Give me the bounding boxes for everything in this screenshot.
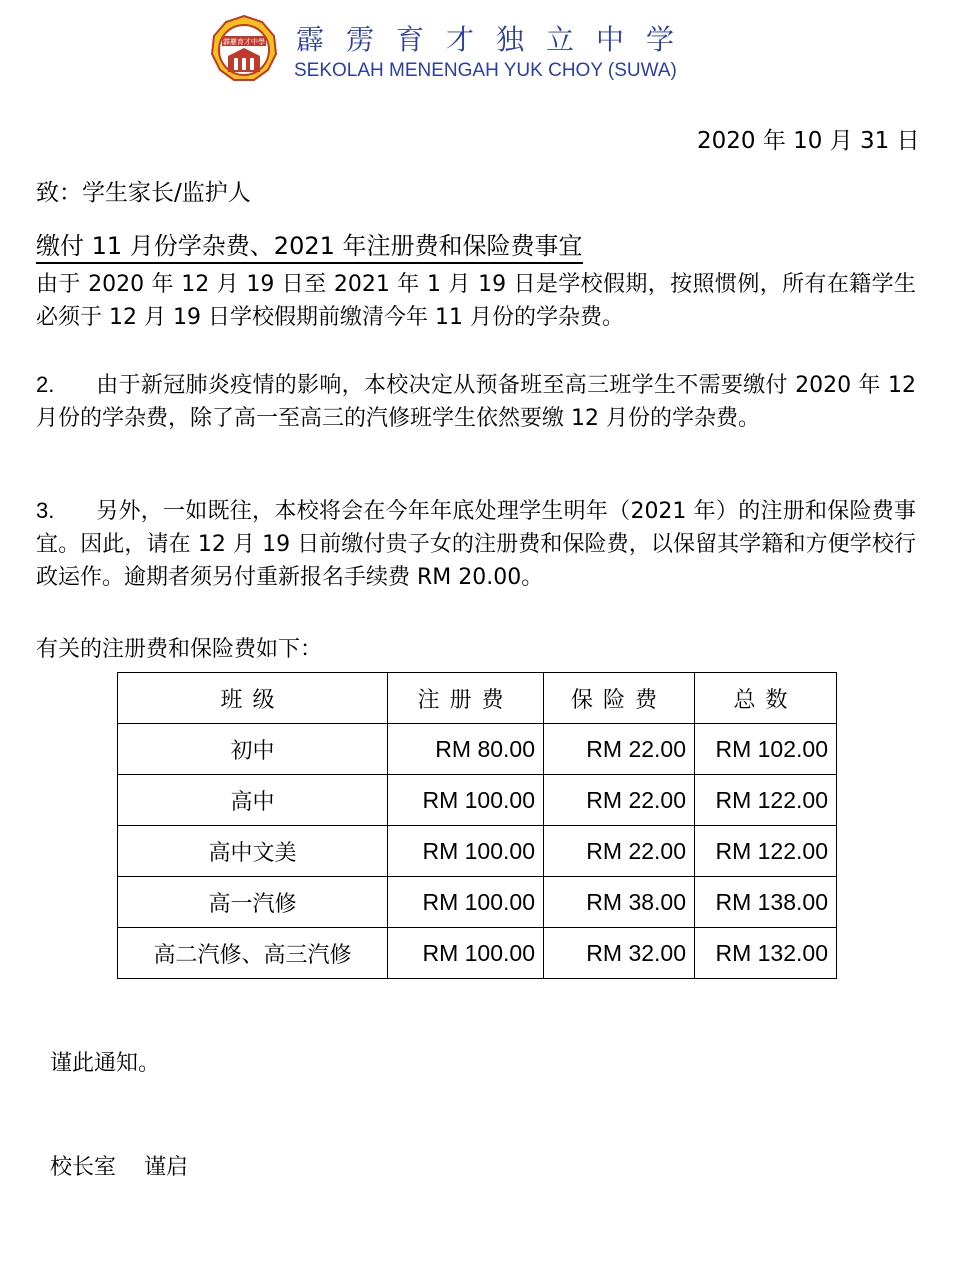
cell-total: RM 132.00 xyxy=(695,928,837,979)
cell-total: RM 122.00 xyxy=(695,775,837,826)
paragraph-1: 由于 2020 年 12 月 19 日至 2021 年 1 月 19 日是学校假期，按照惯例，所有在籍学生必须于 12 月 19 日学校假期前缴清今年 11 月份的学杂费。 xyxy=(36,272,916,330)
cell-class: 高一汽修 xyxy=(118,877,388,928)
header-class: 班级 xyxy=(118,673,388,724)
cell-registration-fee: RM 100.00 xyxy=(388,877,544,928)
cell-insurance-fee: RM 32.00 xyxy=(544,928,695,979)
paragraph-3-number: 3. xyxy=(36,498,55,523)
header-registration-fee: 注册费 xyxy=(388,673,544,724)
paragraph-2 xyxy=(36,368,916,435)
fee-table xyxy=(117,672,837,979)
table-row xyxy=(118,877,837,928)
table-row xyxy=(118,928,837,979)
table-intro: 有关的注册费和保险费如下： xyxy=(36,637,323,662)
cell-total: RM 102.00 xyxy=(695,724,837,775)
recipient: 致：学生家长/监护人 xyxy=(36,180,251,206)
cell-insurance-fee: RM 22.00 xyxy=(544,724,695,775)
header-insurance-fee: 保险费 xyxy=(544,673,695,724)
logo-lettering: 霹靂育才中學 xyxy=(223,38,265,46)
school-logo xyxy=(210,14,278,84)
table-row xyxy=(118,775,837,826)
signoff-office: 校长室 xyxy=(50,1155,117,1180)
cell-registration-fee: RM 100.00 xyxy=(388,775,544,826)
paragraph-2-number: 2. xyxy=(36,372,55,397)
cell-insurance-fee: RM 22.00 xyxy=(544,775,695,826)
signoff-respect: 谨启 xyxy=(144,1155,189,1180)
cell-insurance-fee: RM 22.00 xyxy=(544,826,695,877)
table-row xyxy=(118,826,837,877)
paragraph-3 xyxy=(36,494,916,594)
cell-total: RM 138.00 xyxy=(695,877,837,928)
signoff xyxy=(50,1150,188,1181)
subject-heading: 缴付 11 月份学杂费、2021 年注册费和保险费事宜 xyxy=(36,226,583,264)
cell-class: 高中 xyxy=(118,775,388,826)
paragraph-3-text: 另外，一如既往，本校将会在今年年底处理学生明年（2021 年）的注册和保险费事宜。因此，请在 12 月 19 日前缴付贵子女的注册费和保险费，以保留其学籍和方便学校行政运作。逾期者须另付重新报名手续费 RM 20.00。 xyxy=(36,499,916,590)
school-name-en: SEKOLAH MENENGAH YUK CHOY (SUWA) xyxy=(294,60,677,81)
table-header-row xyxy=(118,673,837,724)
cell-class: 高二汽修、高三汽修 xyxy=(118,928,388,979)
cell-insurance-fee: RM 38.00 xyxy=(544,877,695,928)
cell-registration-fee: RM 100.00 xyxy=(388,826,544,877)
school-name-cn: 霹雳育才独立中学 xyxy=(296,23,697,56)
cell-class: 初中 xyxy=(118,724,388,775)
cell-registration-fee: RM 80.00 xyxy=(388,724,544,775)
cell-total: RM 122.00 xyxy=(695,826,837,877)
letter-date: 2020 年 10 月 31 日 xyxy=(697,128,920,154)
cell-registration-fee: RM 100.00 xyxy=(388,928,544,979)
paragraph-2-text: 由于新冠肺炎疫情的影响，本校决定从预备班至高三班学生不需要缴付 2020 年 12 月份的学杂费，除了高一至高三的汽修班学生依然要缴 12 月份的学杂费。 xyxy=(36,373,916,431)
closing-remark: 谨此通知。 xyxy=(50,1051,161,1076)
table-row xyxy=(118,724,837,775)
cell-class: 高中文美 xyxy=(118,826,388,877)
header-total: 总数 xyxy=(695,673,837,724)
